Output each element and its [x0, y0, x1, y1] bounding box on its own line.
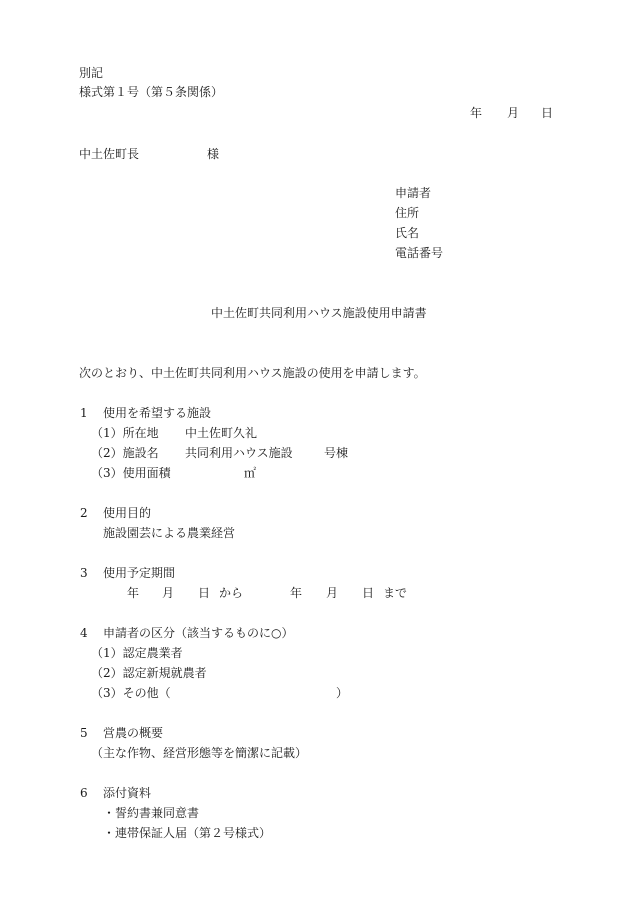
purpose-text: 施設園芸による農業経営	[103, 526, 236, 540]
section-2-number: 2	[80, 506, 88, 520]
applicant-label: 申請者	[395, 186, 432, 200]
section-6-number: 6	[80, 786, 88, 800]
addressee-suffix: 様	[207, 147, 220, 161]
facility-unit: 号棟	[324, 446, 349, 460]
farming-overview-note: （主な作物、経営形態等を簡潔に記載）	[91, 746, 308, 760]
section-1-heading: 使用を希望する施設	[103, 406, 212, 420]
section-3-heading: 使用予定期間	[103, 566, 176, 580]
location-label: （1）所在地	[91, 426, 159, 440]
period-end-month: 月	[326, 586, 339, 600]
category-option-3-close: ）	[336, 686, 349, 700]
addressee-name: 中土佐町長	[79, 147, 140, 161]
category-option-3: （3）その他（	[91, 686, 171, 700]
period-end-day: 日	[362, 586, 375, 600]
section-4-number: 4	[80, 626, 88, 640]
document-title: 中土佐町共同利用ハウス施設使用申請書	[211, 306, 427, 320]
section-6-heading: 添付資料	[103, 786, 152, 800]
date-month-label: 月	[507, 106, 520, 120]
area-unit: ㎡	[244, 466, 257, 480]
category-option-2: （2）認定新規就農者	[91, 666, 207, 680]
period-until: まで	[383, 586, 408, 600]
category-option-1: （1）認定農業者	[91, 646, 183, 660]
period-start-day: 日	[198, 586, 211, 600]
period-from: から	[219, 586, 244, 600]
date-day-label: 日	[541, 106, 554, 120]
section-2-heading: 使用目的	[103, 506, 152, 520]
date-year-label: 年	[470, 106, 483, 120]
applicant-name-label: 氏名	[395, 226, 420, 240]
location-value: 中土佐町久礼	[185, 426, 258, 440]
period-start-year: 年	[127, 586, 140, 600]
intro-text: 次のとおり、中土佐町共同利用ハウス施設の使用を申請します。	[79, 366, 426, 380]
section-5-number: 5	[80, 726, 88, 740]
appendix-label: 別記	[79, 66, 104, 80]
applicant-address-label: 住所	[395, 206, 420, 220]
area-label: （3）使用面積	[91, 466, 171, 480]
form-number: 様式第１号（第５条関係）	[79, 85, 224, 99]
period-start-month: 月	[162, 586, 175, 600]
section-1-number: 1	[80, 406, 88, 420]
section-4-heading: 申請者の区分（該当するものに○）	[103, 626, 294, 640]
section-5-heading: 営農の概要	[103, 726, 164, 740]
attachment-item-1: ・誓約書兼同意書	[103, 806, 200, 820]
facility-value: 共同利用ハウス施設	[185, 446, 293, 460]
period-end-year: 年	[290, 586, 303, 600]
applicant-phone-label: 電話番号	[395, 246, 444, 260]
section-3-number: 3	[80, 566, 88, 580]
facility-label: （2）施設名	[91, 446, 159, 460]
attachment-item-2: ・連帯保証人届（第２号様式）	[103, 826, 272, 840]
